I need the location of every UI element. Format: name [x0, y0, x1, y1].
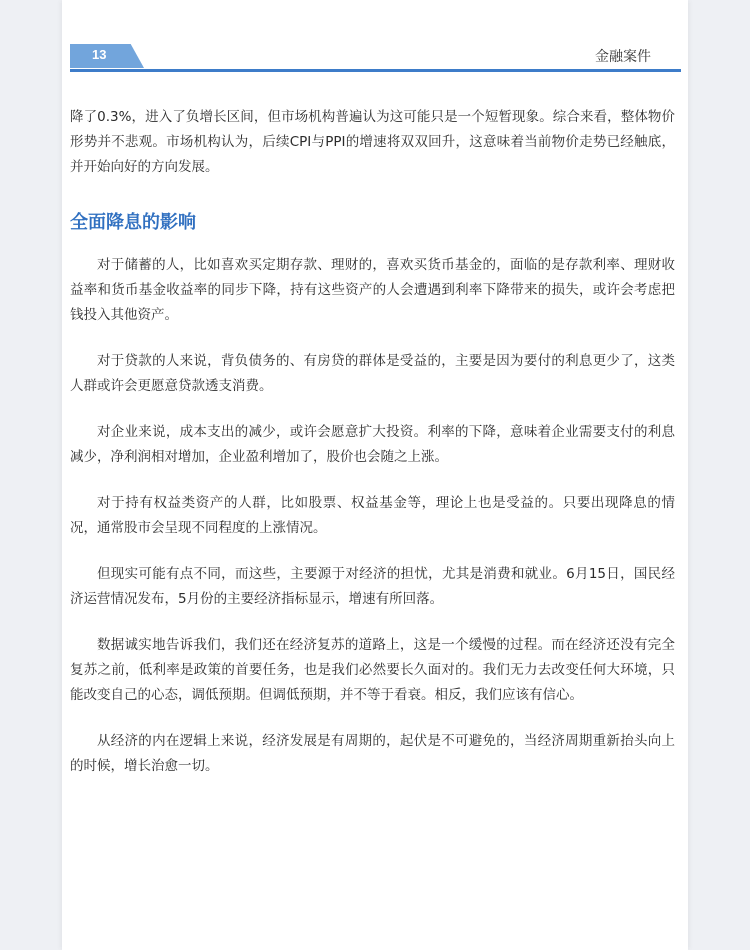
body-paragraph-2: 对于贷款的人来说，背负债务的、有房贷的群体是受益的，主要是因为要付的利息更少了，这类人群或许会更愿意贷款透支消费。 — [70, 353, 675, 394]
body-paragraph-3: 对企业来说，成本支出的减少，或许会愿意扩大投资。利率的下降，意味着企业需要支付的利息减少，净利润相对增加，企业盈利增加了，股价也会随之上涨。 — [70, 424, 675, 465]
header-section-title: 金融案件 — [595, 49, 651, 65]
body-paragraph-4: 对于持有权益类资产的人群，比如股票、权益基金等，理论上也是受益的。只要出现降息的情况，通常股市会呈现不同程度的上涨情况。 — [70, 495, 675, 536]
header-divider — [70, 69, 681, 72]
page-number-tab — [70, 44, 144, 68]
body-paragraph-5: 但现实可能有点不同，而这些，主要源于对经济的担忧，尤其是消费和就业。6月15日，国民经济运营情况发布，5月份的主要经济指标显示，增速有所回落。 — [70, 566, 675, 607]
body-paragraph-6: 数据诚实地告诉我们，我们还在经济复苏的道路上，这是一个缓慢的过程。而在经济还没有完全复苏之前，低利率是政策的首要任务，也是我们必然要长久面对的。我们无力去改变任何大环境，只能改变自己的心态，调低预期。但调低预期，并不等于看衰。相反，我们应该有信心。 — [70, 637, 675, 703]
body-paragraph-7: 从经济的内在逻辑上来说，经济发展是有周期的，起伏是不可避免的，当经济周期重新抬头向上的时候，增长治愈一切。 — [70, 733, 675, 774]
intro-paragraph: 降了0.3%，进入了负增长区间，但市场机构普遍认为这可能只是一个短暂现象。综合来看，整体物价形势并不悲观。市场机构认为，后续CPI与PPI的增速将双双回升，这意味着当前物价走势已经触底，并开始向好的方向发展。 — [70, 109, 675, 175]
article-body — [70, 105, 675, 800]
page-header — [70, 44, 681, 74]
page-number: 13 — [92, 47, 107, 62]
body-paragraph-1: 对于储蓄的人，比如喜欢买定期存款、理财的，喜欢买货币基金的，面临的是存款利率、理财收益率和货币基金收益率的同步下降，持有这些资产的人会遭遇到利率下降带来的损失，或许会考虑把钱投入其他资产。 — [70, 257, 675, 323]
section-heading: 全面降息的影响 — [70, 212, 196, 233]
